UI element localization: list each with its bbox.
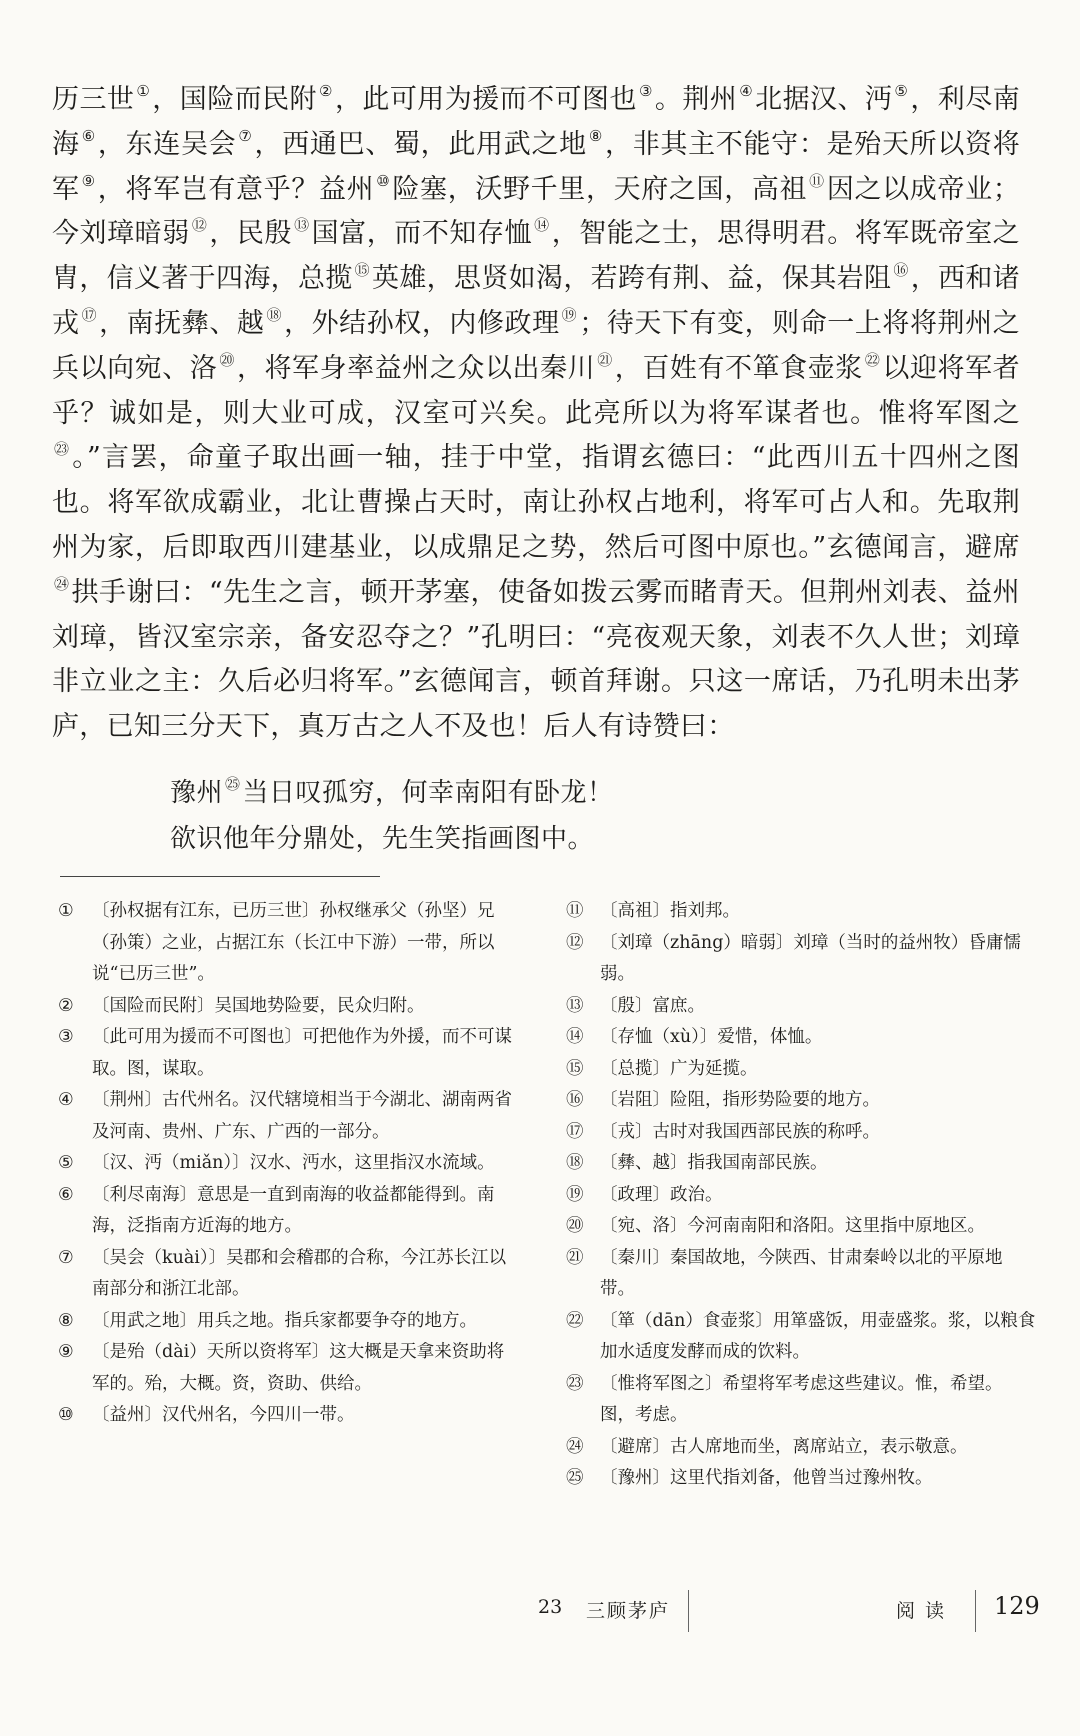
note-text: 〔孙权据有江东，已历三世〕孙权继承父（孙坚）兄（孙策）之业，占据江东（长江中下游）一带，所以说“已历三世”。 xyxy=(92,901,495,984)
footnote-marker: ㉓ xyxy=(54,440,71,459)
note-number: ⑩ xyxy=(58,1405,74,1425)
footnote-marker: ⑦ xyxy=(238,126,253,145)
note-item xyxy=(566,896,1036,928)
note-item xyxy=(58,1180,520,1243)
footnote-marker: ⑨ xyxy=(81,171,96,190)
note-item xyxy=(566,1243,1036,1306)
text-segment: 因之以成帝业；今刘璋暗弱 xyxy=(52,173,1021,250)
note-number: ⑦ xyxy=(58,1247,74,1268)
text-segment: 。”言罢，命童子取出画一轴，挂于中堂，指谓玄德曰：“此西川五十四州之图也。将军欲成霸业，北让曹操占天时，南让孙权占地利，将军可占人和。先取荆州为家，后即取西川建基业，以成鼎足之势，然后可图中原也。”玄德闻言，避席 xyxy=(52,442,1020,563)
footnote-marker: ㉒ xyxy=(864,350,881,369)
note-text: 〔高祖〕指刘邦。 xyxy=(600,901,740,921)
footnote-marker: ⑮ xyxy=(354,261,371,280)
note-number: ⑥ xyxy=(58,1184,74,1205)
footnote-marker: ㉕ xyxy=(225,775,241,793)
text-segment: ；待天下有变，则命一上将将荆州之兵以向宛、洛 xyxy=(52,307,1020,384)
note-item xyxy=(566,1463,1036,1495)
note-item xyxy=(566,1022,1036,1054)
poem-text: 当日叹孤穷，何幸南阳有卧龙！ xyxy=(242,778,614,808)
footnote-marker: ① xyxy=(136,82,151,100)
text-segment: ，西和诸戎 xyxy=(52,263,1020,339)
text-segment: ，利尽南海 xyxy=(52,84,1020,160)
note-number: ⑲ xyxy=(566,1184,584,1205)
poem-text: 豫州 xyxy=(170,778,224,808)
note-text: 〔吴会（kuài）〕吴郡和会稽郡的合称，今江苏长江以南部分和浙江北部。 xyxy=(92,1247,507,1299)
text-segment: ，智能之士，思得明君。将军既帝室之胄，信义著于四海，总揽 xyxy=(52,218,1020,295)
main-text xyxy=(52,78,1020,750)
note-text: 〔宛、洛〕今河南南阳和洛阳。这里指中原地区。 xyxy=(600,1216,985,1236)
note-text: 〔用武之地〕用兵之地。指兵家都要争夺的地方。 xyxy=(92,1310,477,1331)
note-number: ㉕ xyxy=(566,1468,584,1488)
section-label: 阅读 xyxy=(896,1600,955,1622)
footnote-marker: ⑭ xyxy=(534,216,550,235)
note-text: 〔刘璋（zhāng）暗弱〕刘璋（当时的益州牧）昏庸懦弱。 xyxy=(600,932,1021,984)
note-text: 〔国险而民附〕吴国地势险要，民众归附。 xyxy=(92,995,425,1016)
note-item xyxy=(58,1085,520,1148)
text-segment: ，非其主不能守：是殆天所以资将军 xyxy=(52,128,1021,205)
note-item xyxy=(566,1306,1036,1369)
note-number: ⑨ xyxy=(58,1342,74,1362)
note-text: 〔荆州〕古代州名。汉代辖境相当于今湖北、湖南两省及河南、贵州、广东、广西的一部分。 xyxy=(92,1090,512,1142)
note-item xyxy=(58,1022,520,1085)
lesson-number: 23 xyxy=(538,1596,563,1618)
note-number: ⑧ xyxy=(58,1310,74,1331)
text-segment: 拱手谢曰：“先生之言，顿开茅塞，使备如拨云雾而睹青天。但荆州刘表、益州刘璋，皆汉室宗亲，备安忍夺之？”孔明曰：“亮夜观天象，刘表不久人世；刘璋非立业之主：久后必归将军。”玄德闻言，顿首拜谢。只这一席话，乃孔明未出茅庐，已知三分天下，真万古之人不及也！后人有诗赞曰： xyxy=(52,576,1020,743)
note-text: 〔政理〕政治。 xyxy=(600,1184,723,1205)
footnote-marker: ⑯ xyxy=(893,261,909,280)
note-number: ③ xyxy=(58,1027,74,1047)
note-text: 〔利尽南海〕意思是一直到南海的收益都能得到。南海，泛指南方近海的地方。 xyxy=(92,1184,495,1236)
note-item xyxy=(566,1432,1036,1464)
footnote-marker: ⑲ xyxy=(561,305,578,324)
text-segment: 历三世 xyxy=(52,84,135,115)
text-segment: ，民殷 xyxy=(209,218,293,250)
poem-line-2: 欲识他年分鼎处，先生笑指画图中。 xyxy=(170,824,595,854)
note-item xyxy=(566,1148,1036,1180)
footnote-marker: ⑪ xyxy=(809,171,825,190)
note-item xyxy=(58,1243,520,1306)
note-text: 〔彝、越〕指我国南部民族。 xyxy=(600,1153,828,1173)
note-item xyxy=(566,1180,1036,1212)
note-text: 〔豫州〕这里代指刘备，他曾当过豫州牧。 xyxy=(600,1468,933,1488)
note-item xyxy=(58,991,520,1023)
note-text: 〔箪（dān）食壶浆〕用箪盛饭，用壶盛浆。浆，以粮食加水适度发酵而成的饮料。 xyxy=(600,1310,1036,1362)
text-segment: ，百姓有不箪食壶浆 xyxy=(614,352,863,384)
text-segment: 。荆州 xyxy=(654,84,738,115)
text-segment: ，此可用为援而不可图也 xyxy=(334,84,637,115)
page-number: 129 xyxy=(994,1592,1040,1620)
footnote-divider xyxy=(60,876,380,877)
note-item xyxy=(58,1148,520,1180)
footnote-marker: ⑥ xyxy=(81,126,96,145)
note-text: 〔避席〕古人席地而坐，离席站立，表示敬意。 xyxy=(600,1436,968,1457)
text-segment: 以迎将军者乎？诚如是，则大业可成，汉室可兴矣。此亮所以为将军谋者也。惟将军图之 xyxy=(52,352,1020,429)
note-text: 〔是殆（dài）天所以资将军〕这大概是天拿来资助将军的。殆，大概。资，资助、供给。 xyxy=(92,1342,505,1394)
text-segment: 北据汉、沔 xyxy=(755,84,893,115)
text-segment: ，将军身率益州之众以出秦川 xyxy=(236,352,596,384)
note-number: ④ xyxy=(58,1090,74,1110)
text-segment: ，将军岂有意乎？益州 xyxy=(97,173,375,205)
note-number: ⑭ xyxy=(566,1027,584,1047)
note-number: ⑰ xyxy=(566,1121,584,1142)
footnote-marker: ⑩ xyxy=(376,171,391,190)
text-segment: 国富，而不知存恤 xyxy=(311,218,533,250)
lesson-title: 三顾茅庐 xyxy=(586,1600,671,1622)
footnote-marker: ⑬ xyxy=(294,216,310,235)
note-number: ⑬ xyxy=(566,995,584,1016)
note-item xyxy=(58,1337,520,1400)
note-item xyxy=(566,928,1036,991)
note-text: 〔戎〕古时对我国西部民族的称呼。 xyxy=(600,1121,880,1142)
footnote-marker: ⑰ xyxy=(81,305,98,324)
footnote-marker: ㉔ xyxy=(54,574,70,593)
note-text: 〔益州〕汉代州名，今四川一带。 xyxy=(92,1405,355,1425)
note-number: ⑫ xyxy=(566,932,584,953)
notes-right-column xyxy=(566,896,1036,1495)
note-text: 〔殷〕富庶。 xyxy=(600,995,705,1016)
note-item xyxy=(58,1306,520,1338)
note-text: 〔此可用为援而不可图也〕可把他作为外援，而不可谋取。图，谋取。 xyxy=(92,1027,512,1079)
note-item xyxy=(566,1085,1036,1117)
footnote-marker: ⑳ xyxy=(219,350,235,369)
text-segment: 险塞，沃野千里，天府之国，高祖 xyxy=(392,173,808,205)
footnote-marker: ⑧ xyxy=(588,126,603,145)
note-text: 〔秦川〕秦国故地，今陕西、甘肃秦岭以北的平原地带。 xyxy=(600,1247,1003,1299)
note-item xyxy=(58,1400,520,1432)
note-number: ⑤ xyxy=(58,1153,74,1173)
note-text: 〔惟将军图之〕希望将军考虑这些建议。惟，希望。图，考虑。 xyxy=(600,1373,1003,1425)
note-item xyxy=(58,896,520,991)
note-text: 〔存恤（xù）〕爱惜，体恤。 xyxy=(600,1027,823,1047)
text-segment: 英雄，思贤如渴，若跨有荆、益，保其岩阻 xyxy=(372,263,892,295)
note-item xyxy=(566,991,1036,1023)
note-text: 〔总揽〕广为延揽。 xyxy=(600,1058,758,1079)
note-number: ⑳ xyxy=(566,1216,584,1236)
notes-left-column xyxy=(58,896,520,1432)
note-number: ⑪ xyxy=(566,901,584,921)
footnote-marker: ② xyxy=(319,82,333,100)
footnote-marker: ⑤ xyxy=(894,82,909,100)
text-segment: ，外结孙权，内修政理 xyxy=(284,307,560,339)
note-number: ⑱ xyxy=(566,1153,584,1173)
text-segment: ，国险而民附 xyxy=(152,84,318,115)
note-item xyxy=(566,1369,1036,1432)
footnote-marker: ④ xyxy=(739,82,754,100)
note-item xyxy=(566,1054,1036,1086)
poem-line-1 xyxy=(170,770,614,816)
note-number: ㉓ xyxy=(566,1373,584,1394)
note-number: ㉑ xyxy=(566,1247,584,1268)
note-number: ⑮ xyxy=(566,1058,584,1079)
note-number: ② xyxy=(58,995,74,1016)
footnote-marker: ③ xyxy=(638,82,653,100)
text-segment: ，东连吴会 xyxy=(97,128,237,160)
poem xyxy=(170,770,614,862)
text-segment: ，西通巴、蜀，此用武之地 xyxy=(254,128,587,160)
note-item xyxy=(566,1211,1036,1243)
footnote-marker: ⑱ xyxy=(266,305,283,324)
note-number: ① xyxy=(58,901,74,921)
footer-divider xyxy=(688,1590,689,1632)
footer-divider xyxy=(975,1590,976,1632)
note-item xyxy=(566,1117,1036,1149)
text-segment: ，南抚彝、越 xyxy=(99,307,265,339)
footnote-marker: ㉑ xyxy=(597,350,613,369)
note-number: ㉔ xyxy=(566,1436,584,1457)
note-number: ㉒ xyxy=(566,1310,584,1331)
note-text: 〔汉、沔（miǎn）〕汉水、沔水，这里指汉水流域。 xyxy=(92,1153,495,1173)
note-number: ⑯ xyxy=(566,1090,584,1110)
para-line-1 xyxy=(52,78,1020,750)
note-text: 〔岩阻〕险阻，指形势险要的地方。 xyxy=(600,1090,880,1110)
footnote-marker: ⑫ xyxy=(191,216,208,235)
